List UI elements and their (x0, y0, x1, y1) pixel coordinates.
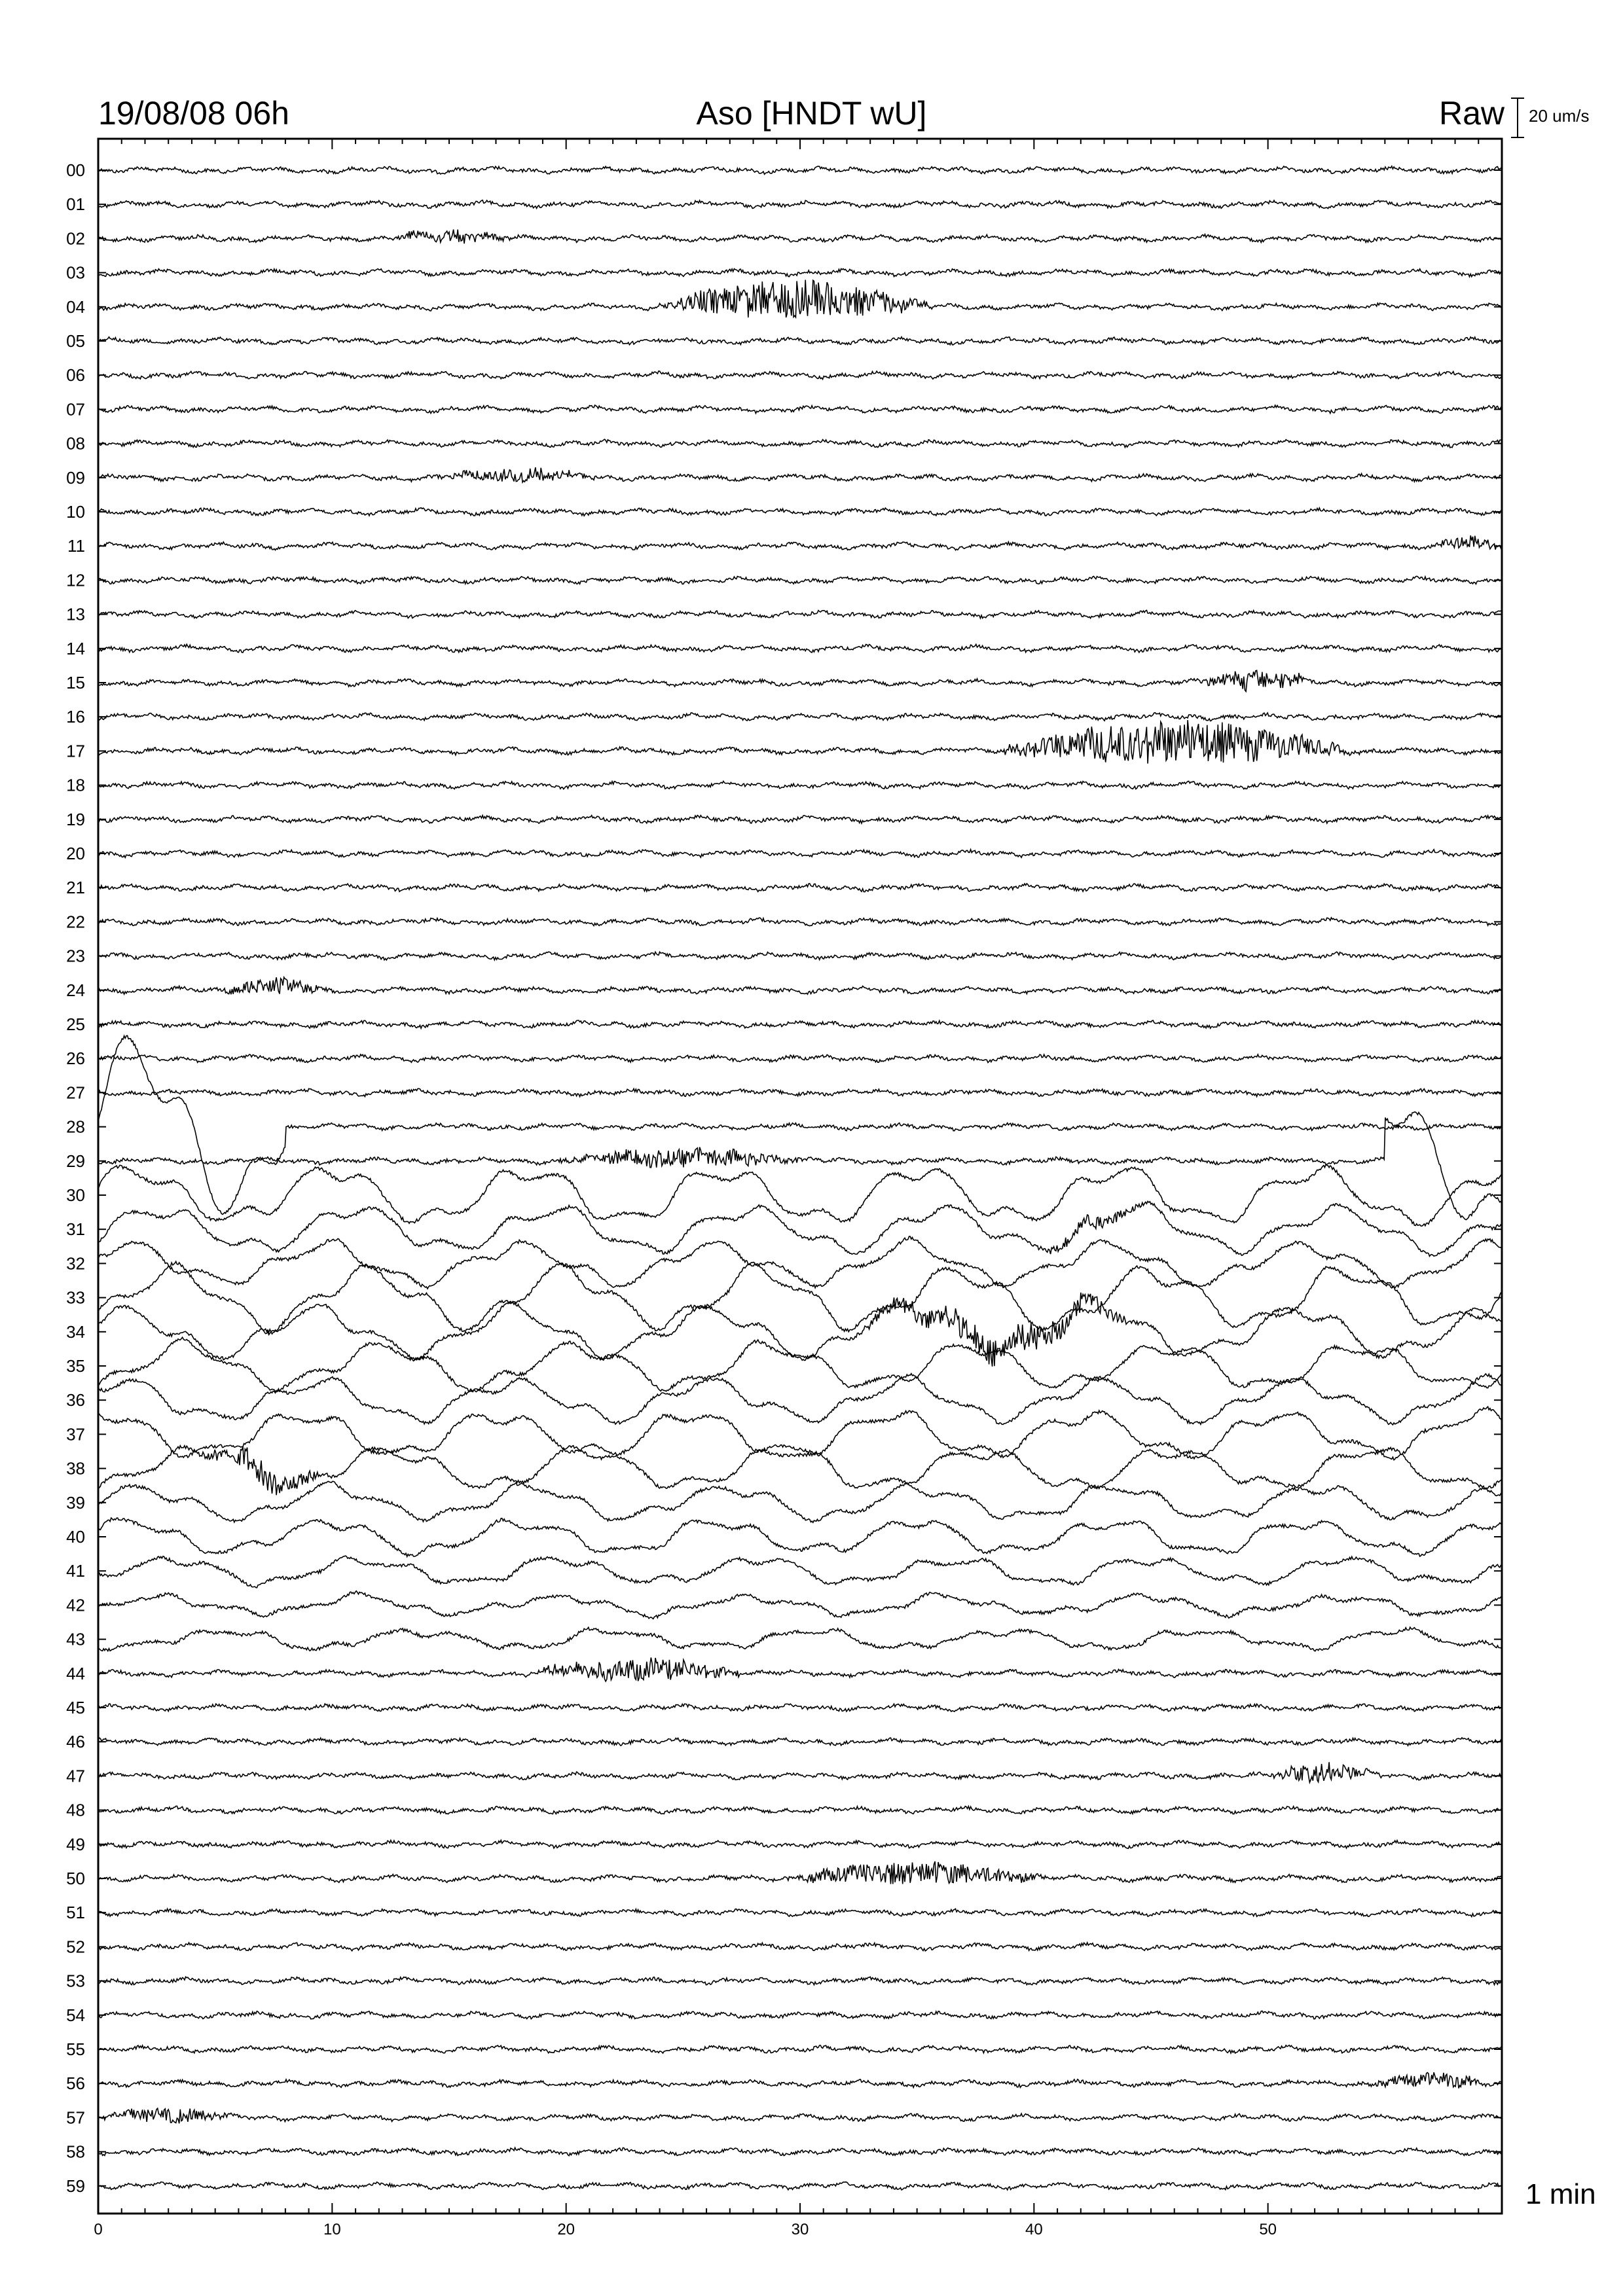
row-label: 15 (66, 673, 85, 692)
row-label: 52 (66, 1937, 85, 1957)
trace-row-24 (98, 977, 1502, 994)
trace-row-33 (98, 1261, 1502, 1335)
trace-row-05 (98, 337, 1502, 345)
row-label: 58 (66, 2142, 85, 2162)
trace-row-23 (98, 952, 1502, 960)
trace-row-42 (98, 1591, 1502, 1619)
row-label: 29 (66, 1151, 85, 1171)
trace-row-17 (98, 720, 1502, 763)
trace-row-27 (98, 1088, 1502, 1096)
row-label: 01 (66, 194, 85, 215)
row-label: 09 (66, 467, 85, 488)
row-label: 05 (66, 331, 85, 351)
trace-row-21 (98, 884, 1502, 892)
x-tick-label: 50 (1259, 2221, 1277, 2238)
trace-row-54 (98, 2011, 1502, 2019)
row-label: 33 (66, 1287, 85, 1308)
row-label: 02 (66, 228, 85, 249)
trace-row-48 (98, 1806, 1502, 1814)
row-label: 11 (67, 536, 85, 556)
row-label: 51 (66, 1903, 85, 1923)
row-label: 37 (66, 1424, 85, 1444)
trace-row-38 (98, 1446, 1502, 1496)
row-label: 06 (66, 365, 85, 386)
trace-row-45 (98, 1704, 1502, 1712)
trace-row-19 (98, 816, 1502, 823)
x-tick-label: 40 (1025, 2221, 1043, 2238)
trace-row-02 (98, 230, 1502, 244)
trace-row-56 (98, 2072, 1502, 2088)
trace-row-08 (98, 439, 1502, 448)
trace-row-32 (98, 1236, 1502, 1289)
trace-row-28 (98, 1035, 1502, 1214)
row-label: 04 (66, 296, 85, 317)
x-tick-label: 10 (323, 2221, 341, 2238)
row-label: 41 (66, 1561, 85, 1581)
trace-row-50 (98, 1861, 1502, 1884)
date-hour-label: 19/08/08 06h (98, 95, 289, 132)
trace-row-14 (98, 644, 1502, 653)
row-label: 54 (66, 2005, 85, 2025)
amplitude-scale-label: 20 um/s (1529, 106, 1590, 126)
row-label: 12 (66, 570, 85, 590)
row-label: 25 (66, 1014, 85, 1034)
trace-row-37 (98, 1407, 1502, 1460)
trace-row-46 (98, 1738, 1502, 1746)
row-label: 55 (66, 2039, 85, 2059)
trace-row-39 (98, 1481, 1502, 1522)
trace-row-15 (98, 670, 1502, 691)
trace-row-43 (98, 1627, 1502, 1651)
x-tick-label: 20 (557, 2221, 575, 2238)
row-label: 44 (66, 1663, 85, 1683)
row-label: 13 (66, 604, 85, 624)
trace-row-36 (98, 1374, 1502, 1425)
x-unit-label: 1 min (1525, 2178, 1596, 2210)
row-label: 28 (66, 1117, 85, 1137)
trace-layer (98, 166, 1502, 2190)
trace-row-58 (98, 2147, 1502, 2155)
trace-row-35 (98, 1337, 1502, 1391)
trace-row-13 (98, 610, 1502, 618)
trace-row-49 (98, 1840, 1502, 1849)
row-label: 00 (66, 160, 85, 180)
row-label: 38 (66, 1458, 85, 1479)
trace-row-47 (98, 1762, 1502, 1782)
row-label: 57 (66, 2108, 85, 2128)
trace-row-07 (98, 405, 1502, 414)
processing-mode-label: Raw (1438, 95, 1504, 132)
row-label: 32 (66, 1253, 85, 1274)
trace-row-51 (98, 1909, 1502, 1916)
trace-row-01 (98, 200, 1502, 209)
row-label: 21 (66, 878, 85, 898)
plot-frame (98, 139, 1502, 2214)
row-label: 36 (66, 1390, 85, 1410)
row-label: 03 (66, 262, 85, 283)
station-title: Aso [HNDT wU] (696, 95, 927, 132)
row-label: 40 (66, 1527, 85, 1547)
x-tick-label: 30 (791, 2221, 809, 2238)
row-label: 42 (66, 1595, 85, 1615)
row-label: 10 (66, 502, 85, 522)
row-label: 56 (66, 2073, 85, 2094)
trace-row-57 (98, 2108, 1502, 2123)
trace-row-11 (98, 535, 1502, 550)
row-label: 08 (66, 433, 85, 454)
row-label: 34 (66, 1321, 85, 1342)
trace-row-18 (98, 781, 1502, 789)
trace-row-41 (98, 1556, 1502, 1588)
trace-row-40 (98, 1518, 1502, 1556)
row-label: 50 (66, 1869, 85, 1888)
row-label: 43 (66, 1629, 85, 1649)
trace-row-00 (98, 166, 1502, 174)
x-tick-label: 0 (94, 2221, 103, 2238)
row-label: 48 (66, 1800, 85, 1820)
row-label: 07 (66, 399, 85, 420)
trace-row-59 (98, 2182, 1502, 2190)
row-label: 31 (66, 1219, 85, 1240)
row-label: 59 (66, 2176, 85, 2196)
row-label: 30 (66, 1185, 85, 1205)
trace-row-12 (98, 576, 1502, 584)
row-label: 47 (66, 1766, 85, 1786)
trace-row-03 (98, 269, 1502, 277)
row-label: 14 (66, 638, 85, 658)
row-label: 23 (66, 946, 85, 966)
tick-layer (98, 139, 1502, 2214)
row-label: 46 (66, 1732, 85, 1752)
row-label: 26 (66, 1049, 85, 1069)
row-label: 16 (66, 707, 85, 727)
row-label: 35 (66, 1356, 85, 1376)
row-label: 22 (66, 912, 85, 932)
trace-row-06 (98, 371, 1502, 380)
trace-row-25 (98, 1020, 1502, 1028)
row-label: 20 (66, 844, 85, 863)
trace-row-31 (98, 1201, 1502, 1256)
row-label: 53 (66, 1971, 85, 1991)
row-label: 27 (66, 1083, 85, 1103)
trace-row-04 (98, 280, 1502, 318)
trace-row-20 (98, 850, 1502, 858)
row-label-layer (66, 160, 1502, 2196)
trace-row-30 (98, 1164, 1502, 1226)
row-label: 49 (66, 1834, 85, 1854)
row-label: 17 (66, 741, 85, 761)
trace-row-22 (98, 918, 1502, 926)
trace-row-16 (98, 713, 1502, 721)
trace-row-09 (98, 467, 1502, 482)
trace-row-10 (98, 508, 1502, 516)
x-tick-label-layer (94, 2221, 1277, 2238)
trace-row-53 (98, 1977, 1502, 1984)
trace-row-26 (98, 1054, 1502, 1063)
row-label: 24 (66, 980, 85, 1000)
row-label: 39 (66, 1492, 85, 1513)
trace-row-55 (98, 2045, 1502, 2053)
row-label: 19 (66, 809, 85, 829)
trace-row-44 (98, 1658, 1502, 1681)
trace-row-52 (98, 1943, 1502, 1951)
row-label: 18 (66, 775, 85, 795)
row-label: 45 (66, 1698, 85, 1717)
